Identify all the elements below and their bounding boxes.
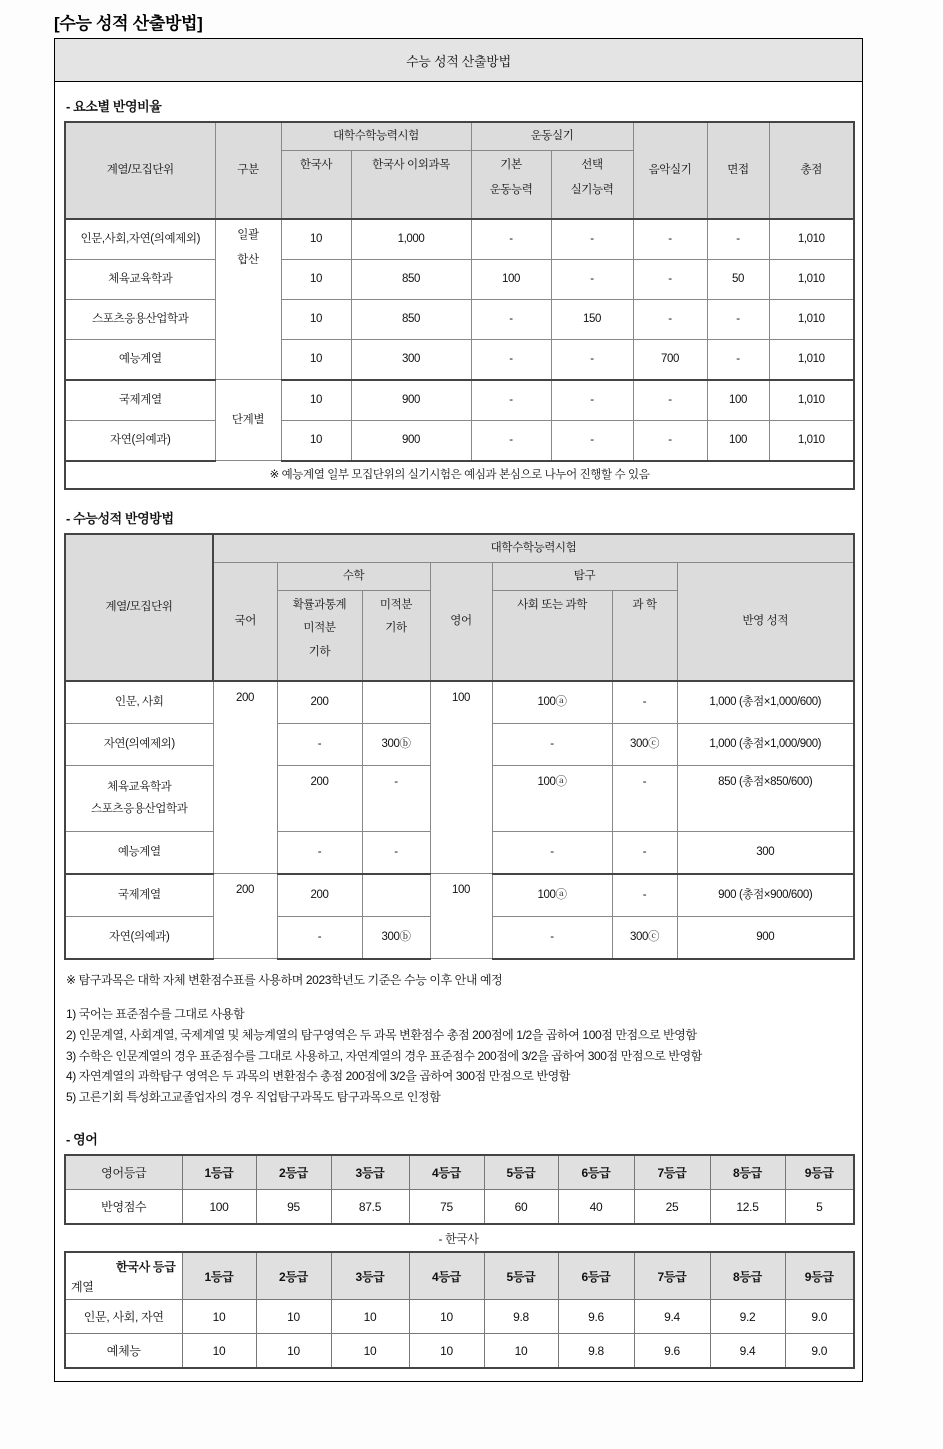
cell-inquiry-1: 100ⓐ xyxy=(492,681,612,724)
col-csat: 대학수학능력시험 xyxy=(281,122,471,150)
cell-other-subjects: 900 xyxy=(351,420,471,461)
history-value: 10 xyxy=(256,1300,331,1334)
table-footnote-row xyxy=(65,461,854,490)
cell-track: 국제계열 xyxy=(65,874,213,917)
cell-math-opt1: 200 xyxy=(277,681,362,724)
page-title: [수능 성적 산출방법] xyxy=(54,14,203,33)
col-basic-ability-line2: 운동능력 xyxy=(489,184,533,197)
history-value: 9.8 xyxy=(484,1300,558,1334)
section-label-ratio: - 요소별 반영비율 xyxy=(66,99,162,114)
col-reflected-score: 반영 성적 xyxy=(677,563,854,681)
ratio-table xyxy=(64,121,855,490)
math-opt1-line2: 미적분 xyxy=(303,622,336,635)
note-item-3: 3) 수학은 인문계열의 경우 표준점수를 그대로 사용하고, 자연계열의 경우 표준점수 200점에 3/2을 곱하여 300점 만점으로 반영함 xyxy=(66,1048,702,1063)
cell-korean-history: 10 xyxy=(281,380,351,421)
cell-track: 자연(의예과) xyxy=(65,420,215,461)
cell-basic: - xyxy=(471,219,551,260)
english-score-1: 100 xyxy=(182,1190,256,1225)
table-header-row xyxy=(65,534,854,562)
cell-korean: 200 xyxy=(213,681,277,874)
history-value: 9.6 xyxy=(634,1334,710,1369)
cell-other-subjects: 1,000 xyxy=(351,219,471,260)
cell-reflected-score: 900 xyxy=(677,916,854,959)
col-english: 영어 xyxy=(430,563,492,681)
history-value: 10 xyxy=(484,1334,558,1369)
cell-music: 700 xyxy=(633,339,707,380)
col-math: 수학 xyxy=(277,563,430,591)
cell-korean-history: 10 xyxy=(281,299,351,339)
math-opt2-line2: 기하 xyxy=(385,622,407,635)
col-inquiry-science: 과 학 xyxy=(612,590,677,681)
cell-inquiry-2: 300ⓒ xyxy=(612,916,677,959)
history-grade-8: 8등급 xyxy=(710,1252,785,1300)
cell-interview: - xyxy=(707,339,769,380)
cell-korean-history: 10 xyxy=(281,420,351,461)
cell-track: 국제계열 xyxy=(65,380,215,421)
cell-music: - xyxy=(633,299,707,339)
history-grade-3: 3등급 xyxy=(331,1252,409,1300)
cell-english: 100 xyxy=(430,681,492,874)
cell-basic: - xyxy=(471,380,551,421)
cell-total: 1,010 xyxy=(769,299,854,339)
english-score-2: 95 xyxy=(256,1190,331,1225)
cell-math-opt1: 200 xyxy=(277,765,362,831)
history-grade-9: 9등급 xyxy=(785,1252,854,1300)
method-table xyxy=(64,533,855,959)
english-grade-5: 5등급 xyxy=(484,1155,558,1190)
math-opt1-line3: 기하 xyxy=(308,646,331,659)
table-header-row xyxy=(65,1155,854,1190)
table-row xyxy=(65,219,854,260)
cell-select: - xyxy=(551,339,633,380)
col-select-ability-line1: 선택 xyxy=(581,158,603,171)
english-grade-row-label: 영어등급 xyxy=(65,1155,182,1190)
cell-select: 150 xyxy=(551,299,633,339)
cell-other-subjects: 850 xyxy=(351,299,471,339)
cell-reflected-score: 1,000 (총점×1,000/900) xyxy=(677,723,854,765)
cell-track: 예능계열 xyxy=(65,831,213,874)
history-grade-7: 7등급 xyxy=(634,1252,710,1300)
math-opt2-line1: 미적분 xyxy=(379,598,413,611)
notes-block xyxy=(66,970,851,1108)
history-value: 9.6 xyxy=(558,1300,634,1334)
english-grade-6: 6등급 xyxy=(558,1155,634,1190)
history-value: 9.0 xyxy=(785,1300,854,1334)
history-value: 10 xyxy=(256,1334,331,1369)
cell-english: 100 xyxy=(430,874,492,959)
english-score-8: 12.5 xyxy=(710,1190,785,1225)
history-value: 9.4 xyxy=(634,1300,710,1334)
english-grade-2: 2등급 xyxy=(256,1155,331,1190)
history-value: 9.4 xyxy=(710,1334,785,1369)
cell-math-opt1: - xyxy=(277,916,362,959)
cell-inquiry-2: - xyxy=(612,874,677,917)
table-row xyxy=(65,681,854,724)
table-header-row xyxy=(65,1252,854,1300)
ratio-table-footnote: ※ 예능계열 일부 모집단위의 실기시험은 예심과 본심으로 나누어 진행할 수 있음 xyxy=(65,461,854,490)
history-value: 9.0 xyxy=(785,1334,854,1369)
english-grade-3: 3등급 xyxy=(331,1155,409,1190)
table-row xyxy=(65,259,854,299)
english-score-6: 40 xyxy=(558,1190,634,1225)
cell-interview: 100 xyxy=(707,420,769,461)
cell-division-batch xyxy=(215,219,281,380)
history-grade-5: 5등급 xyxy=(484,1252,558,1300)
cell-interview: 100 xyxy=(707,380,769,421)
col-total: 총점 xyxy=(769,122,854,219)
history-corner-header xyxy=(65,1252,182,1300)
cell-inquiry-1: - xyxy=(492,831,612,874)
english-score-label: 반영점수 xyxy=(65,1190,182,1225)
history-corner-top-label: 한국사 등급 xyxy=(116,1260,176,1275)
table-row xyxy=(65,1300,854,1334)
table-row xyxy=(65,1334,854,1369)
col-math-option-1 xyxy=(277,590,362,681)
english-score-9: 5 xyxy=(785,1190,854,1225)
cell-music: - xyxy=(633,259,707,299)
table-row xyxy=(65,380,854,421)
cell-math-opt2: - xyxy=(362,831,430,874)
cell-korean: 200 xyxy=(213,874,277,959)
history-grade-4: 4등급 xyxy=(409,1252,484,1300)
english-grade-7: 7등급 xyxy=(634,1155,710,1190)
english-grade-9: 9등급 xyxy=(785,1155,854,1190)
col-select-ability-line2: 실기능력 xyxy=(570,184,614,197)
col-korean: 국어 xyxy=(213,563,277,681)
frame-body xyxy=(55,82,862,1381)
cell-total: 1,010 xyxy=(769,339,854,380)
history-value: 10 xyxy=(409,1300,484,1334)
cell-total: 1,010 xyxy=(769,259,854,299)
note-item-4: 4) 자연계열의 과학탐구 영역은 두 과목의 변환점수 총점 200점에 3/2을 곱하여 300점 만점으로 반영함 xyxy=(66,1069,571,1084)
cell-other-subjects: 300 xyxy=(351,339,471,380)
cell-track xyxy=(65,765,213,831)
history-value: 10 xyxy=(409,1334,484,1369)
english-score-3: 87.5 xyxy=(331,1190,409,1225)
cell-track: 스포츠응용산업학과 xyxy=(65,299,215,339)
cell-basic: 100 xyxy=(471,259,551,299)
cell-total: 1,010 xyxy=(769,420,854,461)
history-value: 9.2 xyxy=(710,1300,785,1334)
cell-inquiry-1: - xyxy=(492,916,612,959)
cell-reflected-score: 300 xyxy=(677,831,854,874)
english-grade-1: 1등급 xyxy=(182,1155,256,1190)
english-grade-table xyxy=(64,1154,855,1225)
document-frame xyxy=(54,38,863,1382)
history-grade-1: 1등급 xyxy=(182,1252,256,1300)
cell-basic: - xyxy=(471,299,551,339)
table-row xyxy=(65,1190,854,1225)
table-header-row xyxy=(65,122,854,150)
history-value: 10 xyxy=(182,1334,256,1369)
cell-other-subjects: 850 xyxy=(351,259,471,299)
note-item-5: 5) 고른기회 특성화고교졸업자의 경우 직업탐구과목도 탐구과목으로 인정함 xyxy=(66,1089,441,1104)
history-corner-bottom-label: 계열 xyxy=(71,1280,94,1295)
cell-inquiry-1: - xyxy=(492,723,612,765)
col-basic-ability-line1: 기본 xyxy=(500,158,522,171)
cell-music: - xyxy=(633,380,707,421)
col-korean-history: 한국사 xyxy=(281,150,351,219)
cell-korean-history: 10 xyxy=(281,219,351,260)
division-batch-line1: 일괄 xyxy=(237,228,259,241)
cell-math-opt1: - xyxy=(277,831,362,874)
english-grade-4: 4등급 xyxy=(409,1155,484,1190)
cell-korean-history: 10 xyxy=(281,339,351,380)
history-value: 9.8 xyxy=(558,1334,634,1369)
cell-math-opt2: 300ⓑ xyxy=(362,723,430,765)
cell-math-opt1: - xyxy=(277,723,362,765)
col-division: 구분 xyxy=(215,122,281,219)
cell-basic: - xyxy=(471,339,551,380)
cell-other-subjects: 900 xyxy=(351,380,471,421)
cell-inquiry-2: 300ⓒ xyxy=(612,723,677,765)
col-sports-practical: 운동실기 xyxy=(471,122,633,150)
cell-track-line2: 스포츠응용산업학과 xyxy=(91,803,188,816)
col-basic-ability xyxy=(471,150,551,219)
english-grade-8: 8등급 xyxy=(710,1155,785,1190)
english-score-7: 25 xyxy=(634,1190,710,1225)
col-track: 계열/모집단위 xyxy=(65,122,215,219)
math-opt1-line1: 확률과통계 xyxy=(292,598,347,611)
cell-basic: - xyxy=(471,420,551,461)
note-asterisk: ※ 탐구과목은 대학 자체 변환점수표를 사용하며 2023학년도 기준은 수능 이후 안내 예정 xyxy=(66,972,503,987)
cell-track: 자연(의예제외) xyxy=(65,723,213,765)
cell-total: 1,010 xyxy=(769,380,854,421)
cell-music: - xyxy=(633,420,707,461)
col-inquiry-social-or-science: 사회 또는 과학 xyxy=(492,590,612,681)
col-math-option-2 xyxy=(362,590,430,681)
english-score-4: 75 xyxy=(409,1190,484,1225)
section-label-history: - 한국사 xyxy=(438,1232,479,1247)
cell-select: - xyxy=(551,219,633,260)
section-label-english: - 영어 xyxy=(66,1132,98,1148)
history-grade-6: 6등급 xyxy=(558,1252,634,1300)
cell-track: 자연(의예과) xyxy=(65,916,213,959)
col-inquiry: 탐구 xyxy=(492,563,677,591)
history-value: 10 xyxy=(331,1334,409,1369)
cell-track-line1: 체육교육학과 xyxy=(107,780,172,793)
cell-reflected-score: 850 (총점×850/600) xyxy=(677,765,854,831)
cell-division-staged: 단계별 xyxy=(215,380,281,461)
table-row xyxy=(65,874,854,917)
cell-select: - xyxy=(551,380,633,421)
history-grade-table xyxy=(64,1251,855,1369)
history-value: 10 xyxy=(182,1300,256,1334)
table-row xyxy=(65,339,854,380)
cell-korean-history: 10 xyxy=(281,259,351,299)
cell-math-opt2: 300ⓑ xyxy=(362,916,430,959)
cell-select: - xyxy=(551,259,633,299)
col-track: 계열/모집단위 xyxy=(65,534,213,680)
cell-reflected-score: 900 (총점×900/600) xyxy=(677,874,854,917)
cell-inquiry-1: 100ⓐ xyxy=(492,874,612,917)
english-score-5: 60 xyxy=(484,1190,558,1225)
cell-track: 예능계열 xyxy=(65,339,215,380)
cell-total: 1,010 xyxy=(769,219,854,260)
cell-math-opt2 xyxy=(362,681,430,724)
table-row xyxy=(65,420,854,461)
col-select-ability xyxy=(551,150,633,219)
cell-inquiry-1: 100ⓐ xyxy=(492,765,612,831)
cell-math-opt2: - xyxy=(362,765,430,831)
table-row xyxy=(65,299,854,339)
cell-interview: - xyxy=(707,299,769,339)
col-csat: 대학수학능력시험 xyxy=(213,534,854,562)
cell-math-opt1: 200 xyxy=(277,874,362,917)
history-row-label: 예체능 xyxy=(65,1334,182,1369)
cell-select: - xyxy=(551,420,633,461)
cell-math-opt2 xyxy=(362,874,430,917)
col-interview: 면접 xyxy=(707,122,769,219)
col-other-subjects: 한국사 이외과목 xyxy=(351,150,471,219)
cell-inquiry-2: - xyxy=(612,831,677,874)
cell-interview: - xyxy=(707,219,769,260)
note-item-2: 2) 인문계열, 사회계열, 국제계열 및 체능계열의 탐구영역은 두 과목 변환점수 총점 200점에 1/2을 곱하여 100점 만점으로 반영함 xyxy=(66,1027,697,1042)
cell-track: 체육교육학과 xyxy=(65,259,215,299)
col-music-practical: 음악실기 xyxy=(633,122,707,219)
cell-inquiry-2: - xyxy=(612,681,677,724)
history-row-label: 인문, 사회, 자연 xyxy=(65,1300,182,1334)
note-item-1: 1) 국어는 표준점수를 그대로 사용함 xyxy=(66,1007,245,1022)
frame-header-title: 수능 성적 산출방법 xyxy=(55,39,862,82)
section-label-method: - 수능성적 반영방법 xyxy=(66,511,174,527)
history-value: 10 xyxy=(331,1300,409,1334)
cell-track: 인문,사회,자연(의예제외) xyxy=(65,219,215,260)
cell-interview: 50 xyxy=(707,259,769,299)
cell-reflected-score: 1,000 (총점×1,000/600) xyxy=(677,681,854,724)
division-batch-line2: 합산 xyxy=(237,254,259,267)
cell-track: 인문, 사회 xyxy=(65,681,213,724)
cell-inquiry-2: - xyxy=(612,765,677,831)
cell-music: - xyxy=(633,219,707,260)
history-grade-2: 2등급 xyxy=(256,1252,331,1300)
